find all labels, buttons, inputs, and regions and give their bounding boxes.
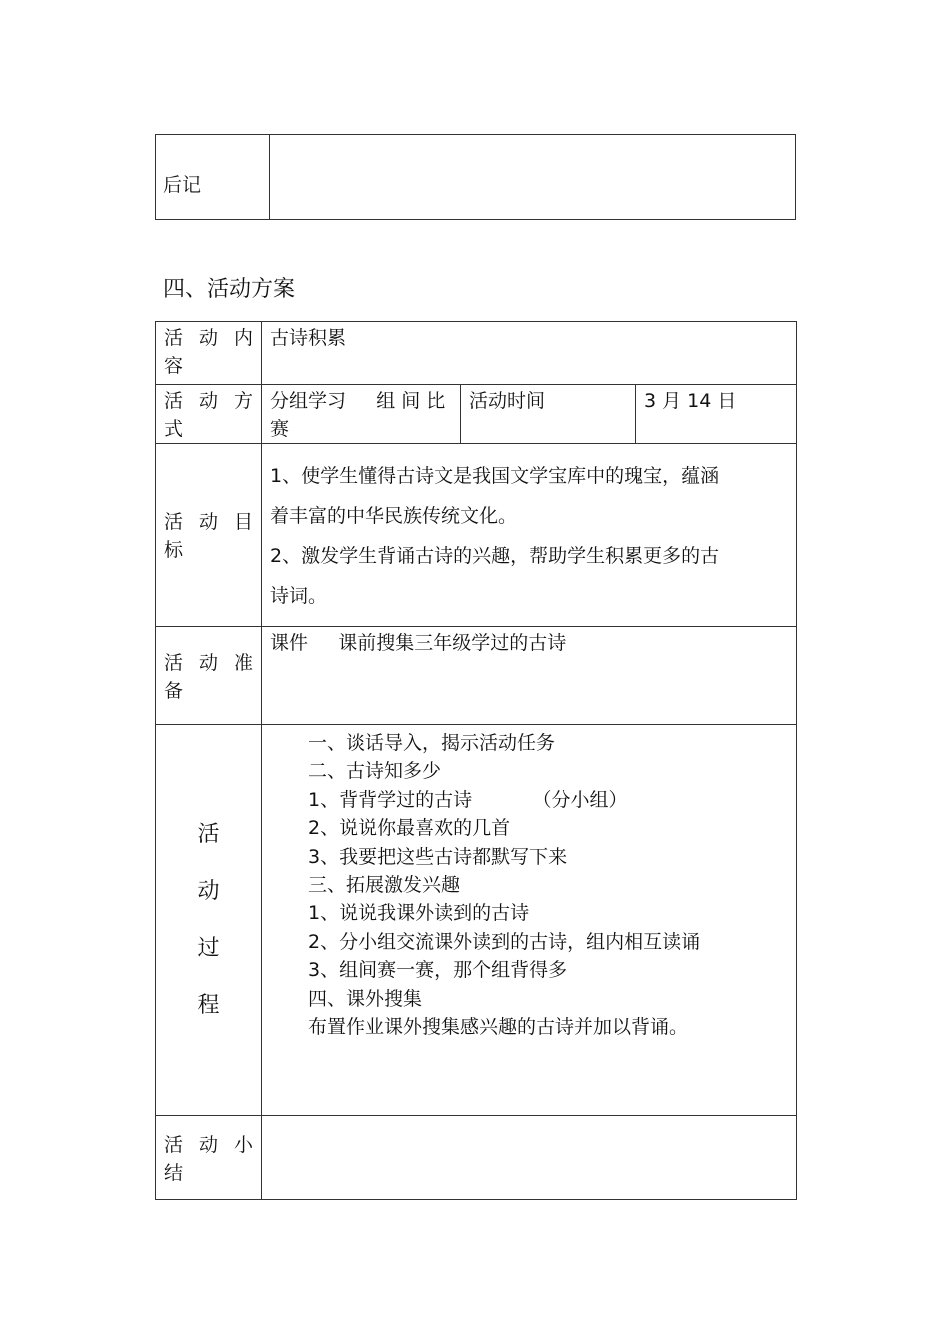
row-method	[156, 385, 797, 444]
goal-value	[262, 444, 797, 627]
process-line: 3、组间赛一赛，那个组背得多	[308, 959, 568, 982]
goal-line: 诗词。	[270, 585, 328, 607]
goal-line: 1、使学生懂得古诗文是我国文学宝库中的瑰宝，蕴涵	[270, 465, 720, 487]
houji-content	[270, 135, 796, 220]
time-label: 活动时间	[461, 385, 636, 444]
goal-line: 着丰富的中华民族传统文化。	[270, 505, 518, 527]
process-line: 二、古诗知多少	[308, 760, 442, 783]
houji-label: 后记	[156, 135, 270, 220]
goal-line: 2、激发学生背诵古诗的兴趣，帮助学生积累更多的古	[270, 545, 720, 567]
method-value: 分组学习 组 间 比 赛	[262, 385, 461, 444]
process-value	[262, 725, 797, 1116]
goal-label: 活 动 目 标	[156, 444, 262, 627]
process-line: 2、说说你最喜欢的几首	[308, 817, 511, 840]
prep-label: 活 动 准 备	[156, 627, 262, 725]
summary-value	[262, 1116, 797, 1200]
summary-label: 活 动 小 结	[156, 1116, 262, 1200]
process-label: 活 动 过 程	[156, 725, 262, 1116]
section-title: 四、活动方案	[163, 277, 296, 302]
row-summary	[156, 1116, 797, 1200]
row-goal	[156, 444, 797, 627]
row-content	[156, 322, 797, 385]
activity-plan-table	[155, 321, 797, 1200]
row-prep	[156, 627, 797, 725]
prep-value: 课件 课前搜集三年级学过的古诗	[262, 627, 797, 725]
process-line: 1、背背学过的古诗 （分小组）	[308, 788, 628, 811]
content-label: 活 动 内 容	[156, 322, 262, 385]
process-line: 一、谈话导入，揭示活动任务	[308, 732, 556, 754]
process-line: 四、课外搜集	[308, 987, 423, 1010]
process-line: 三、拓展激发兴趣	[308, 874, 461, 897]
process-line: 布置作业课外搜集感兴趣的古诗并加以背诵。	[308, 1016, 689, 1039]
method-label: 活 动 方 式	[156, 385, 262, 444]
process-line: 2、分小组交流课外读到的古诗，组内相互读诵	[308, 930, 701, 953]
time-value: 3 月 14 日	[636, 385, 797, 444]
process-line: 1、说说我课外读到的古诗	[308, 902, 530, 925]
process-line: 3、我要把这些古诗都默写下来	[308, 845, 568, 868]
content-value: 古诗积累	[262, 322, 797, 385]
houji-table	[155, 134, 796, 220]
row-process	[156, 725, 797, 1116]
